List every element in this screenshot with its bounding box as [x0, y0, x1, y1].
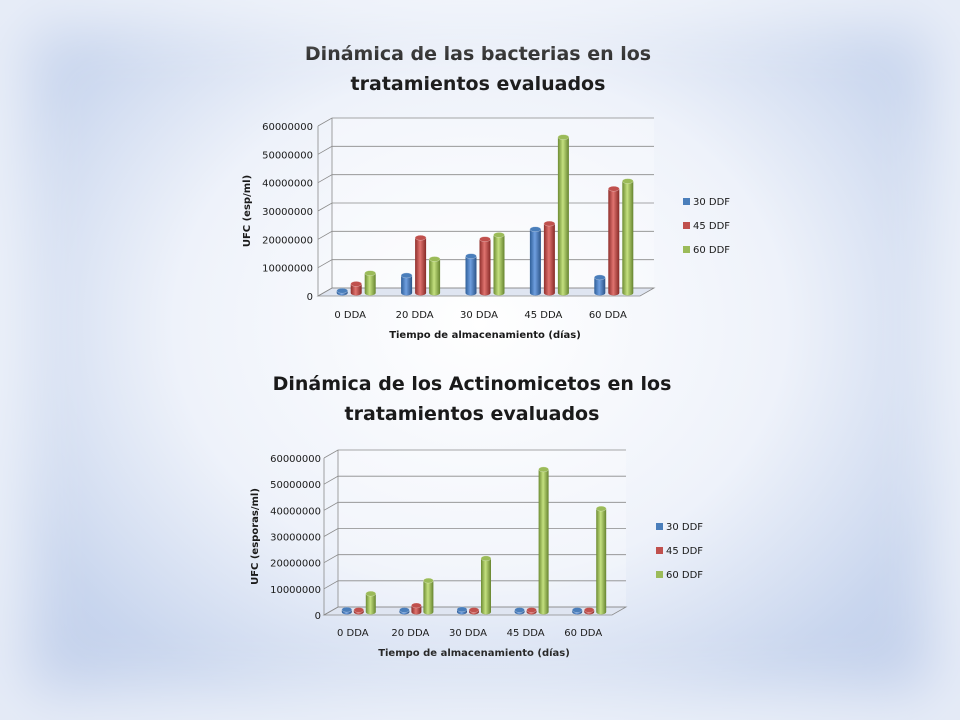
actino-bar-top	[411, 603, 421, 608]
bacteria-bar	[351, 281, 362, 295]
bacteria-bar-top	[415, 235, 426, 240]
bacteria-bar-body	[544, 224, 555, 296]
actino-bar-top	[399, 608, 409, 613]
bacteria-ytick-label: 20000000	[262, 235, 313, 247]
actino-bar-top	[366, 591, 376, 596]
bacteria-bar	[494, 232, 505, 295]
actino-bar-top	[481, 556, 491, 561]
actino-category-label: 0 DDA	[336, 628, 369, 639]
actino-bar-top	[469, 608, 479, 613]
bacteria-ytick-label: 50000000	[262, 150, 313, 162]
bacteria-bar-body	[415, 238, 426, 296]
bacteria-bar-body	[494, 235, 505, 296]
actino-ytick-label: 30000000	[270, 532, 321, 544]
actino-bar	[342, 607, 352, 614]
actino-bar-body	[539, 469, 549, 614]
actino-bar	[596, 506, 606, 614]
actinomycetes-chart	[250, 373, 703, 659]
bacteria-legend-label: 30 DDF	[693, 197, 731, 208]
actino-bar	[399, 608, 409, 615]
actino-category-label: 45 DDA	[506, 628, 545, 639]
bacteria-bar	[429, 257, 440, 296]
actino-bar-body	[423, 581, 433, 615]
actino-ytick-label: 0	[314, 611, 321, 622]
bacteria-title-line: Dinámica de las bacterias en los	[304, 43, 652, 65]
bacteria-bar	[337, 288, 348, 295]
bacteria-bar-top	[622, 179, 633, 184]
actino-ytick-label: 50000000	[270, 480, 321, 492]
bacteria-legend-swatch	[683, 246, 690, 253]
bacteria-ytick-label: 0	[306, 292, 313, 303]
bacteria-category-label: 45 DDA	[524, 310, 563, 321]
actino-bar	[366, 591, 376, 614]
bacteria-bar	[480, 237, 491, 296]
actino-bar	[423, 578, 433, 614]
actino-legend-label: 60 DDF	[666, 570, 704, 581]
bacteria-bar-body	[608, 189, 619, 296]
bacteria-ytick-label: 40000000	[262, 178, 313, 190]
actino-bar-top	[596, 506, 606, 511]
actino-ytick-label: 20000000	[270, 558, 321, 570]
bacteria-bar-body	[365, 273, 376, 295]
actino-bar	[469, 608, 479, 615]
bacteria-bar-top	[351, 281, 362, 286]
bacteria-legend-label: 60 DDF	[693, 245, 731, 256]
actino-x-axis-title: Tiempo de almacenamiento (días)	[378, 648, 570, 659]
actino-bar	[584, 608, 594, 615]
bacteria-bar-body	[622, 181, 633, 295]
bacteria-bar	[401, 273, 412, 296]
actino-bar	[572, 608, 582, 615]
actino-bar	[457, 607, 467, 615]
actino-category-label: 30 DDA	[449, 628, 487, 639]
actino-legend-swatch	[656, 523, 663, 530]
bacteria-bar-body	[530, 229, 541, 295]
bacteria-bar-body	[558, 137, 569, 295]
bacteria-chart	[242, 43, 730, 341]
actino-title-line: Dinámica de los Actinomicetos en los	[272, 373, 672, 395]
bacteria-bar-top	[594, 275, 605, 280]
bacteria-bar-top	[480, 237, 491, 242]
bacteria-bar-body	[480, 239, 491, 295]
bacteria-legend-label: 45 DDF	[693, 221, 731, 232]
actino-bar	[527, 608, 537, 615]
bacteria-bar	[415, 235, 426, 295]
actino-title-line: tratamientos evaluados	[344, 403, 600, 425]
bacteria-legend-swatch	[683, 198, 690, 205]
actino-bar-body	[366, 594, 376, 615]
bacteria-bar	[530, 227, 541, 296]
actino-bar-top	[423, 578, 433, 583]
bacteria-bar-top	[608, 186, 619, 191]
actino-ytick-label: 40000000	[270, 506, 321, 518]
bacteria-x-axis-title: Tiempo de almacenamiento (días)	[389, 330, 581, 341]
bacteria-bar	[622, 179, 633, 296]
bacteria-bar-top	[558, 135, 569, 140]
actino-legend-swatch	[656, 571, 663, 578]
actino-bar	[354, 608, 364, 615]
actino-bar-top	[457, 607, 467, 612]
actino-bar-top	[515, 608, 525, 613]
actino-bar-top	[539, 467, 549, 472]
bacteria-ytick-label: 60000000	[262, 122, 313, 133]
actino-bar	[481, 556, 491, 615]
bacteria-bar-top	[337, 288, 348, 293]
bacteria-ytick-label: 10000000	[262, 263, 313, 275]
bacteria-bar-top	[494, 232, 505, 237]
bacteria-bar-top	[365, 271, 376, 276]
bacteria-bar	[594, 275, 605, 296]
actino-legend-label: 45 DDF	[666, 546, 704, 557]
bacteria-bar	[608, 186, 619, 295]
actino-ytick-label: 60000000	[270, 454, 321, 465]
actino-bar-body	[596, 509, 606, 615]
bacteria-bar-body	[429, 259, 440, 296]
bacteria-bar-body	[401, 275, 412, 295]
bacteria-y-axis-title: UFC (esp/ml)	[242, 174, 253, 248]
actino-y-axis-title: UFC (esporas/ml)	[250, 488, 261, 585]
bacteria-category-label: 0 DDA	[334, 310, 367, 321]
bacteria-legend-swatch	[683, 222, 690, 229]
actino-bar	[515, 608, 525, 615]
actino-bar-top	[584, 608, 594, 613]
actino-category-label: 20 DDA	[391, 628, 430, 639]
bacteria-category-label: 20 DDA	[395, 310, 434, 321]
bacteria-bar-top	[466, 254, 477, 259]
bacteria-bar	[466, 254, 477, 296]
actino-category-label: 60 DDA	[564, 628, 603, 639]
bacteria-title-line: tratamientos evaluados	[350, 73, 606, 95]
bacteria-ytick-label: 30000000	[262, 207, 313, 218]
actino-bar-body	[481, 558, 491, 614]
actino-bar	[411, 603, 421, 615]
actino-bar	[539, 467, 549, 615]
actino-bar-top	[527, 608, 537, 613]
bacteria-bar-body	[466, 256, 477, 295]
bacteria-bar	[544, 221, 555, 295]
actino-bar-top	[342, 607, 352, 612]
bacteria-bar-top	[530, 227, 541, 232]
bacteria-bar-top	[429, 257, 440, 262]
actino-legend-swatch	[656, 547, 663, 554]
actino-ytick-label: 10000000	[270, 584, 321, 596]
bacteria-bar	[558, 135, 569, 296]
actino-legend-label: 30 DDF	[666, 522, 704, 533]
bacteria-category-label: 60 DDA	[588, 310, 627, 321]
actino-bar-top	[572, 608, 582, 613]
bacteria-bar-top	[401, 273, 412, 278]
bacteria-bar	[365, 271, 376, 296]
actino-bar-top	[354, 608, 364, 613]
bacteria-category-label: 30 DDA	[460, 310, 498, 321]
bacteria-bar-top	[544, 221, 555, 226]
